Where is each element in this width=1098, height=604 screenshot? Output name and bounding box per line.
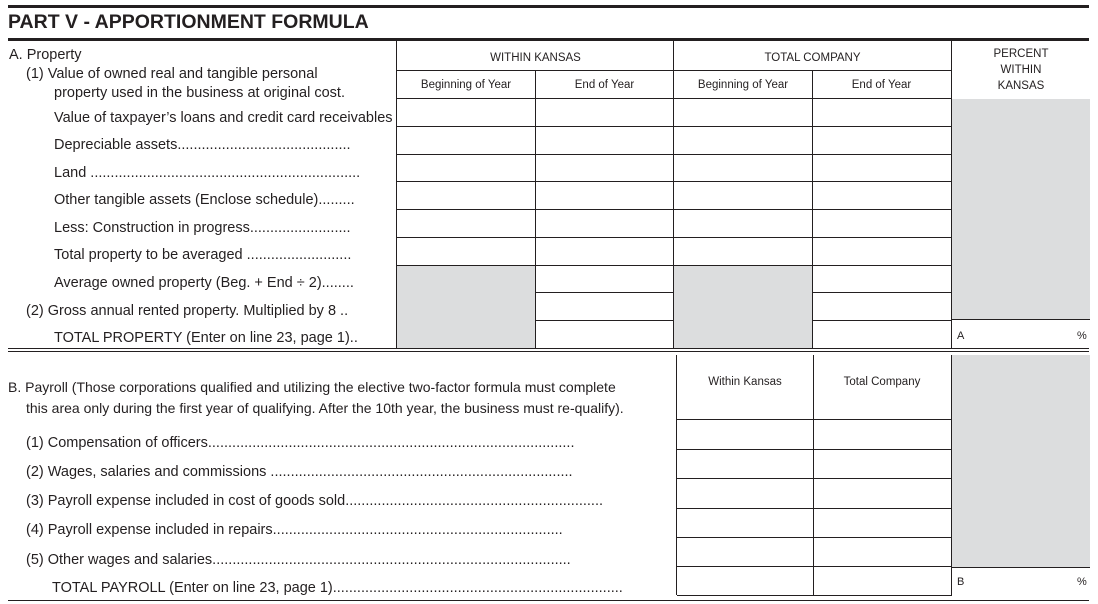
cell-total-payroll-within[interactable] [677, 567, 813, 595]
percent-shade-b [952, 355, 1090, 568]
cell-land-total-begin[interactable] [674, 155, 812, 181]
cell-other-wages-total[interactable] [814, 538, 951, 566]
section-divider [8, 351, 1089, 352]
within-beg-shade [397, 266, 535, 348]
row-label-construction: Less: Construction in progress......................... [54, 220, 351, 236]
cell-depreciable-total-begin[interactable] [674, 127, 812, 154]
cell-depreciable-within-begin[interactable] [397, 127, 535, 154]
cell-loans-total-end[interactable] [813, 99, 951, 126]
cell-total-averaged-within-end[interactable] [536, 238, 673, 265]
result-unit-a: % [1077, 330, 1087, 342]
cell-gross-rented-total[interactable] [813, 293, 951, 320]
cell-average-owned-within[interactable] [536, 266, 673, 292]
cell-average-owned-total[interactable] [813, 266, 951, 292]
cell-loans-total-begin[interactable] [674, 99, 812, 126]
col-within-kansas: Within Kansas [708, 376, 782, 388]
col-group-within-kansas: WITHIN KANSAS [490, 52, 581, 64]
cell-other-within-begin[interactable] [397, 182, 535, 209]
bottom-rule [8, 600, 1089, 601]
section-a-intro-2: property used in the business at original cost. [54, 85, 345, 101]
cell-total-averaged-total-end[interactable] [813, 238, 951, 265]
sub-within-begin: Beginning of Year [420, 79, 512, 91]
result-letter-b: B [957, 576, 965, 588]
grid-line [677, 595, 952, 596]
cell-other-wages-within[interactable] [677, 538, 813, 566]
cell-repairs-total[interactable] [814, 509, 951, 537]
payroll-row-other: (5) Other wages and salaries......................................................................................... [26, 552, 571, 568]
col-percent-2: WITHIN [1000, 64, 1042, 76]
row-label-depreciable-assets: Depreciable assets........................................... [54, 137, 351, 153]
result-unit-b: % [1077, 576, 1087, 588]
section-b-text-1: B. Payroll (Those corporations qualified and utilizing the elective two-factor formula must complete [8, 379, 616, 395]
sub-within-end: End of Year [574, 79, 635, 91]
cell-total-averaged-total-begin[interactable] [674, 238, 812, 265]
cell-other-within-end[interactable] [536, 182, 673, 209]
cell-loans-within-begin[interactable] [397, 99, 535, 126]
percent-shade-a [952, 99, 1090, 319]
sub-total-begin: Beginning of Year [697, 79, 789, 91]
payroll-row-repairs: (4) Payroll expense included in repairs........................................................................ [26, 522, 563, 538]
cell-construction-within-begin[interactable] [397, 210, 535, 237]
result-letter-a: A [957, 330, 965, 342]
col-total-company: Total Company [843, 376, 921, 388]
cell-officers-within[interactable] [677, 420, 813, 449]
grid-line [951, 41, 952, 348]
cell-officers-total[interactable] [814, 420, 951, 449]
cell-construction-within-end[interactable] [536, 210, 673, 237]
cell-wages-total[interactable] [814, 450, 951, 478]
cell-construction-total-end[interactable] [813, 210, 951, 237]
sub-total-end: End of Year [851, 79, 912, 91]
section-divider [8, 348, 1089, 349]
payroll-row-wages: (2) Wages, salaries and commissions ........................................................................... [26, 464, 573, 480]
col-percent-1: PERCENT [993, 48, 1049, 60]
row-label-total-averaged: Total property to be averaged .......................... [54, 247, 352, 263]
col-percent-3: KANSAS [997, 80, 1045, 92]
row-label-gross-rented: (2) Gross annual rented property. Multiplied by 8 .. [26, 303, 349, 319]
col-group-total-company: TOTAL COMPANY [764, 52, 861, 64]
row-label-total-property: TOTAL PROPERTY (Enter on line 23, page 1).. [54, 330, 358, 346]
row-label-land: Land ................................................................... [54, 165, 361, 181]
row-label-other-tangible: Other tangible assets (Enclose schedule)......... [54, 192, 355, 208]
cell-loans-within-end[interactable] [536, 99, 673, 126]
payroll-row-officers: (1) Compensation of officers........................................................................................... [26, 435, 575, 451]
payroll-row-total: TOTAL PAYROLL (Enter on line 23, page 1)........................................................................ [52, 580, 623, 596]
section-a-intro-1: (1) Value of owned real and tangible personal [26, 66, 318, 82]
cell-construction-total-begin[interactable] [674, 210, 812, 237]
row-label-average-owned: Average owned property (Beg. + End ÷ 2)........ [54, 275, 354, 291]
cell-repairs-within[interactable] [677, 509, 813, 537]
cell-depreciable-total-end[interactable] [813, 127, 951, 154]
cell-other-total-end[interactable] [813, 182, 951, 209]
cell-total-property-total[interactable] [813, 321, 951, 348]
cell-land-within-begin[interactable] [397, 155, 535, 181]
cell-depreciable-within-end[interactable] [536, 127, 673, 154]
cell-land-total-end[interactable] [813, 155, 951, 181]
cell-cogs-within[interactable] [677, 479, 813, 508]
page-title: PART V - APPORTIONMENT FORMULA [8, 11, 369, 33]
cell-land-within-end[interactable] [536, 155, 673, 181]
cell-cogs-total[interactable] [814, 479, 951, 508]
cell-other-total-begin[interactable] [674, 182, 812, 209]
top-rule [8, 5, 1089, 8]
section-b-text-2: this area only during the first year of qualifying. After the 10th year, the business must re-qualify). [26, 400, 624, 416]
grid-line [397, 70, 952, 71]
title-rule [8, 38, 1089, 41]
percent-b-field[interactable] [952, 568, 1090, 595]
total-beg-shade [674, 266, 812, 348]
section-a-heading: A. Property [9, 47, 82, 63]
cell-total-averaged-within-begin[interactable] [397, 238, 535, 265]
percent-a-field[interactable] [952, 320, 1090, 348]
cell-total-payroll-total[interactable] [814, 567, 951, 595]
cell-total-property-within[interactable] [536, 321, 673, 348]
cell-gross-rented-within[interactable] [536, 293, 673, 320]
row-label-loans-receivables: Value of taxpayer’s loans and credit card receivables [54, 110, 393, 126]
payroll-row-cogs: (3) Payroll expense included in cost of goods sold................................................................ [26, 493, 604, 509]
grid-line [951, 355, 952, 595]
cell-wages-within[interactable] [677, 450, 813, 478]
